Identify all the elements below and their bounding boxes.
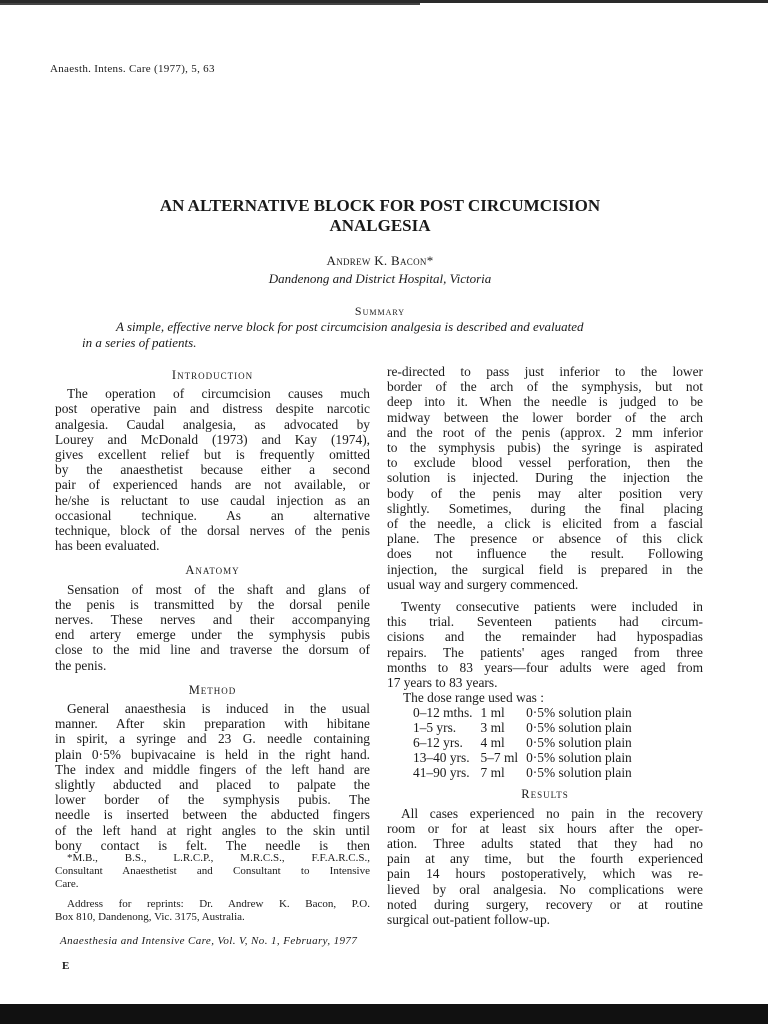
text-line: has been evaluated.	[55, 538, 160, 554]
dose-solution: 0·5% solution plain	[526, 765, 632, 781]
text-line: occasional technique. As an alternative	[55, 507, 370, 523]
text-line: months to 83 years—four adults were aged from	[387, 659, 703, 675]
text-line: repairs. The patients' ages ranged from three	[387, 644, 703, 660]
footnote-line: Consultant Anaesthetist and Consultant to Intensive	[55, 865, 370, 877]
anatomy-paragraph	[55, 582, 370, 673]
text-line: close to the mid line and traverse the dorsum of	[55, 642, 370, 658]
table-row	[413, 765, 640, 780]
text-line: deep into it. When the needle is judged to be	[387, 394, 703, 410]
page-signature-mark: E	[62, 960, 70, 972]
summary-heading: Summary	[354, 304, 406, 318]
table-row	[413, 735, 640, 750]
results-paragraph	[387, 806, 703, 928]
text-line: pain at any time, but the fourth experienced	[387, 851, 703, 867]
dose-solution: 0·5% solution plain	[526, 705, 632, 721]
text-line: Sensation of most of the shaft and glans of	[67, 581, 370, 597]
text-line: solution is injected. During the injection the	[387, 470, 703, 486]
trial-paragraph	[387, 599, 703, 690]
text-line: and the root of the penis (approx. 2 mm inferior	[387, 424, 703, 440]
dose-volume: 3 ml	[480, 720, 505, 736]
anatomy-heading: Anatomy	[185, 563, 240, 578]
text-line: lower border of the symphysis pubis. The	[55, 792, 370, 808]
text-line: of the needle, a click is elicited from a fascial	[387, 516, 703, 532]
text-line: gives excellent relief but is frequently omitted	[55, 447, 370, 463]
reprint-address	[55, 898, 370, 924]
text-line: slightly. Sometimes, during the final placing	[387, 500, 703, 516]
dose-solution: 0·5% solution plain	[526, 735, 632, 751]
article-title	[60, 196, 700, 236]
text-line: manner. After skin preparation with hibitane	[55, 716, 370, 732]
text-line: he/she is reluctant to use caudal injection as an	[55, 492, 370, 508]
text-line: ation. Three adults stated that they had no	[387, 836, 703, 852]
text-line: surgical out-patient follow-up.	[387, 912, 551, 928]
text-line: does not influence the result. Following	[387, 546, 703, 562]
text-line: the penis.	[55, 657, 107, 673]
text-line: end artery emerge under the symphysis pubis	[55, 627, 370, 643]
results-heading: Results	[521, 787, 569, 802]
text-line: analgesia. Caudal analgesia, as advocated by	[55, 416, 370, 432]
dose-table	[413, 705, 640, 780]
text-line: the penis is transmitted by the dorsal penile	[55, 596, 370, 612]
title-line: AN ALTERNATIVE BLOCK FOR POST CIRCUMCISION	[159, 196, 601, 215]
text-line: Lourey and McDonald (1973) and Kay (1974),	[55, 431, 370, 447]
text-line: 17 years to 83 years.	[387, 675, 498, 691]
text-line: needle is inserted between the abducted fingers	[55, 807, 370, 823]
text-line: usual way and surgery commenced.	[387, 576, 579, 592]
text-line: cisions and the remainder had hypospadias	[387, 629, 703, 645]
method-paragraph-continued	[387, 364, 703, 592]
dose-solution: 0·5% solution plain	[526, 750, 632, 766]
text-line: plain 0·5% bupivacaine is held in the right hand.	[55, 746, 370, 762]
text-line: body of the penis may alter position very	[387, 485, 703, 501]
text-line: nerves. These nerves and their accompanying	[55, 612, 370, 628]
text-line: to the symphysis pubis) the syringe is aspirated	[387, 440, 703, 456]
text-line: by the anaesthetist because either a second	[55, 462, 370, 478]
dose-volume: 7 ml	[480, 765, 505, 781]
text-line: border of the arch of the symphysis, but not	[387, 379, 703, 395]
dose-volume: 1 ml	[480, 705, 505, 721]
title-line: ANALGESIA	[329, 216, 431, 235]
dose-volume: 4 ml	[480, 735, 505, 751]
text-line: The index and middle fingers of the left hand are	[55, 761, 370, 777]
dose-age: 0–12 mths.	[413, 705, 473, 721]
summary-line: A simple, effective nerve block for post circumcision analgesia is described and evaluated	[116, 319, 584, 334]
table-row	[413, 720, 640, 735]
dose-age: 13–40 yrs.	[413, 750, 470, 766]
text-line: technique, block of the dorsal nerves of the penis	[55, 523, 370, 539]
journal-footer: Anaesthesia and Intensive Care, Vol. V, No. 1, February, 1977	[60, 935, 358, 947]
text-line: plane. The presence or absence of this click	[387, 531, 703, 547]
footnote-line: Care.	[55, 878, 79, 890]
text-line: this trial. Seventeen patients had circum-	[387, 614, 703, 630]
journal-citation: Anaesth. Intens. Care (1977), 5, 63	[50, 63, 215, 75]
text-line: post operative pain and distress despite narcotic	[55, 401, 370, 417]
table-row	[413, 750, 640, 765]
introduction-heading: Introduction	[171, 368, 254, 382]
right-column	[387, 364, 703, 927]
text-line: lieved by oral analgesia. No complications were	[387, 881, 703, 897]
dose-age: 1–5 yrs.	[413, 720, 457, 736]
footnote-line: Address for reprints: Dr. Andrew K. Bacon, P.O.	[67, 898, 370, 910]
text-line: re-directed to pass just inferior to the lower	[387, 364, 703, 379]
author-affiliation: Dandenong and District Hospital, Victoria	[268, 271, 492, 286]
text-line: General anaesthesia is induced in the usual	[67, 701, 370, 717]
dose-age: 6–12 yrs.	[413, 735, 463, 751]
text-line: slightly abducted and placed to palpate the	[55, 777, 370, 793]
text-line: room or for at least six hours after the oper-	[387, 820, 703, 836]
author-footnote	[55, 852, 370, 924]
dose-solution: 0·5% solution plain	[526, 720, 632, 736]
text-line: pain 14 hours postoperatively, which was re-	[387, 866, 703, 882]
text-line: All cases experienced no pain in the recovery	[401, 805, 703, 821]
table-row	[413, 705, 640, 720]
dose-intro: The dose range used was :	[403, 690, 544, 706]
scan-bottom-edge	[0, 1004, 768, 1024]
text-line: Twenty consecutive patients were included in	[401, 599, 703, 615]
footnote-line: Box 810, Dandenong, Vic. 3175, Australia.	[55, 911, 245, 923]
text-line: in spirit, a syringe and 23 G. needle containing	[55, 731, 370, 747]
dose-volume: 5–7 ml	[480, 750, 519, 766]
credentials-note	[55, 852, 370, 891]
text-line: to exclude blood vessel perforation, then the	[387, 455, 703, 471]
scan-top-edge-shadow	[0, 3, 420, 5]
footnote-line: *M.B., B.S., L.R.C.P., M.R.C.S., F.F.A.R.C.S.,	[67, 852, 370, 864]
text-line: noted during surgery, recovery or at routine	[387, 896, 703, 912]
summary-line: in a series of patients.	[82, 335, 197, 350]
text-line: pair of experienced hands are not available, or	[55, 477, 370, 493]
method-heading: Method	[188, 682, 237, 697]
author-name: Andrew K. Bacon*	[326, 253, 434, 268]
text-line: injection, the surgical field is prepared in the	[387, 561, 703, 577]
introduction-paragraph	[55, 386, 370, 553]
dose-age: 41–90 yrs.	[413, 765, 470, 781]
method-paragraph	[55, 701, 370, 853]
text-line: midway between the lower border of the arch	[387, 409, 703, 425]
text-line: of the left hand at right angles to the skin until	[55, 822, 370, 838]
text-line: bony contact is felt. The needle is then	[55, 837, 370, 853]
left-column	[55, 368, 370, 853]
text-line: The operation of circumcision causes much	[67, 386, 370, 402]
summary-text	[82, 319, 672, 351]
